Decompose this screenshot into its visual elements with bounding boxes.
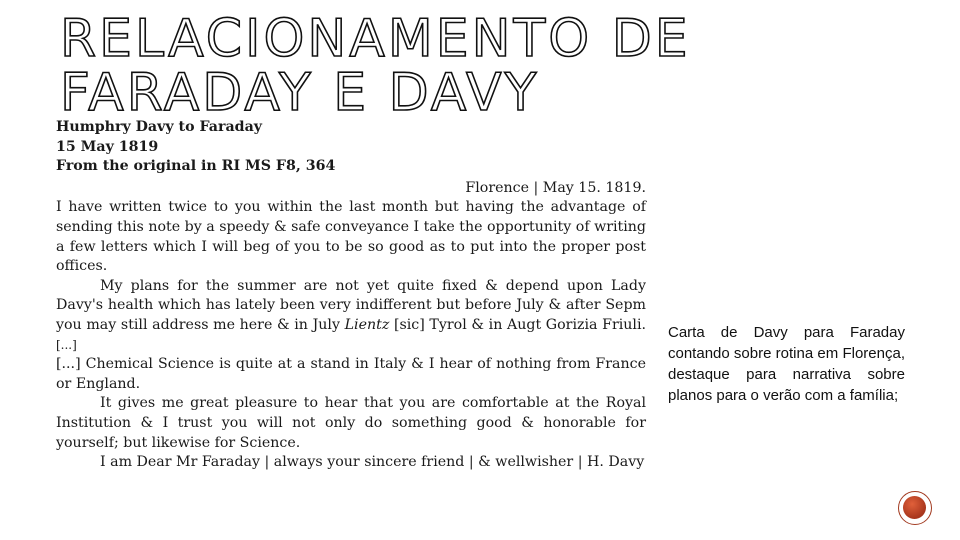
letter-place-date: Florence | May 15. 1819. xyxy=(465,179,646,196)
letter-paragraph-3 xyxy=(56,355,646,394)
letter-heading-source: From the original in RI MS F8, 364 xyxy=(56,158,336,175)
letter-heading-author: Humphry Davy to Faraday xyxy=(56,119,263,135)
slide-caption: Carta de Davy para Faraday contando sobre rotina em Florença, destaque para narrativa sobre planos para o verão com a família; xyxy=(668,324,905,404)
letter-paragraph-1: I have written twice to you within the last month but having the advantage of sending this note by a speedy & safe conveyance I take the opportunity of writing a few letters which I will beg of you to be so good as to put into the proper post offices. xyxy=(56,199,647,275)
letter-paragraph-2-text-b: [sic] Tyrol & in Augt Gorizia Friuli. xyxy=(389,316,646,333)
slide-title xyxy=(60,9,700,123)
letter-paragraph-2-italic: Lientz xyxy=(344,316,390,333)
slide-title-line-1: RELACIONAMENTO DE xyxy=(60,9,691,69)
letter-paragraph-2 xyxy=(56,277,646,355)
letter-signoff: I am Dear Mr Faraday | always your sincere friend | & wellwisher | H. Davy xyxy=(100,454,645,471)
letter-paragraph-2-ellipsis: [...] xyxy=(56,337,77,352)
letter-paragraph-3-text: Chemical Science is quite at a stand in Italy & I hear of nothing from France or England. xyxy=(56,356,646,392)
slide-title-line-2: FARADAY E DAVY xyxy=(60,63,540,123)
letter-paragraph-3-ellipsis: [...] xyxy=(56,356,81,373)
letter-heading-date: 15 May 1819 xyxy=(56,138,159,155)
letter-paragraph-4: It gives me great pleasure to hear that you are comfortable at the Royal Institution & I trust you will not only do something good & honorable for yourself; but likewise for Science. xyxy=(56,395,646,451)
letter-paragraph-2-text-a: My plans for the summer are not yet quite fixed & depend upon Lady Davy's health which has lately been very indifferent but before July & after Sepm you may still address me here & in July xyxy=(56,277,646,333)
letter-image xyxy=(56,118,646,473)
logo-circle-icon xyxy=(898,491,932,525)
